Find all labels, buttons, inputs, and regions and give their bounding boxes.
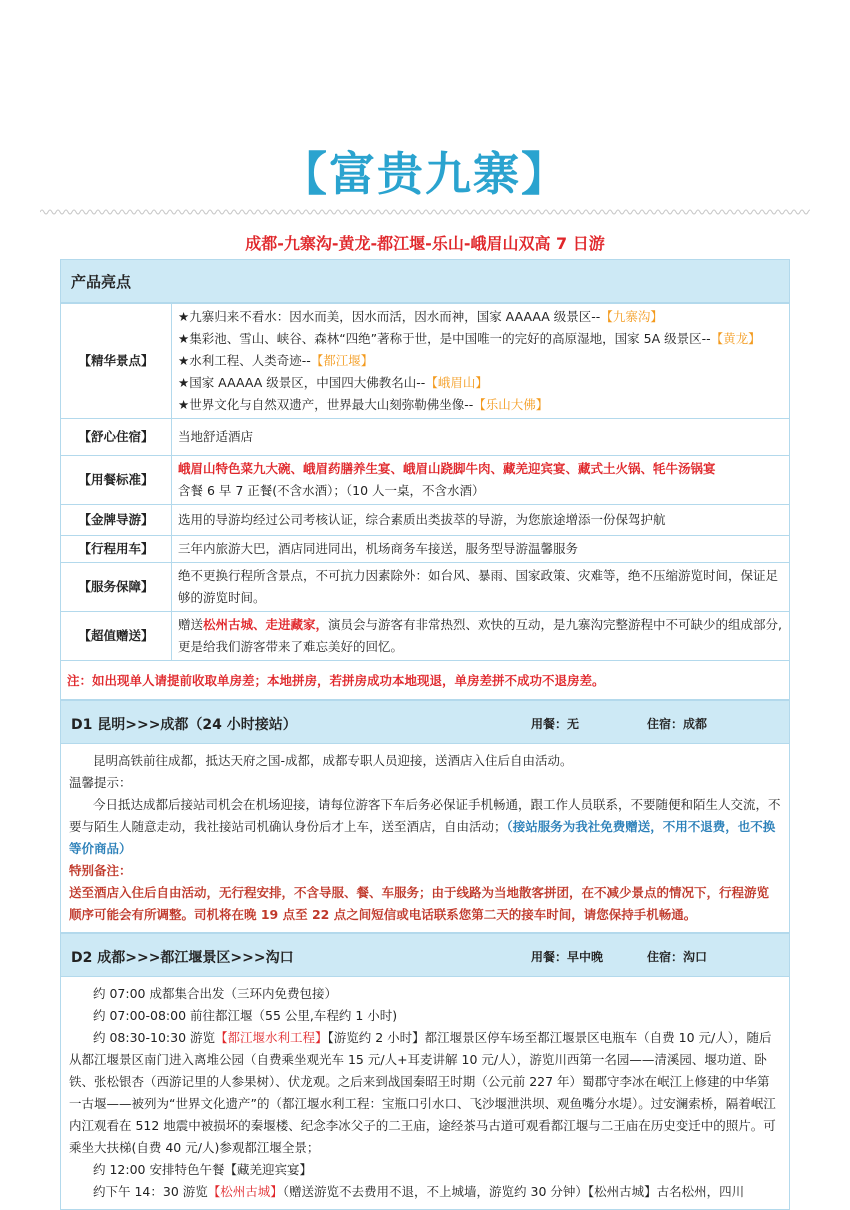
row-content: 选用的导游均经过公司考核认证，综合素质出类拔萃的导游，为您旅途增添一份保驾护航 xyxy=(172,505,790,536)
list-item: ★集彩池、雪山、峡谷、森林“四绝”著称于世，是中国唯一的完好的高原湿地，国家 5A 级景区--【黄龙】 xyxy=(178,331,761,346)
row-label: 【行程用车】 xyxy=(61,536,172,563)
row-content xyxy=(172,456,790,505)
meal-info: 用餐：早中晚 xyxy=(531,950,604,964)
special-note: 送至酒店入住后自由活动，无行程安排，不含导服、餐、车服务；由于线路为当地散客拼团，在不减少景点的情况下，行程游览顺序可能会有所调整。司机将在晚 19 点至 22 点之间短信或电话联系您第二天的接车时间，请您保持手机畅通。 xyxy=(69,885,770,922)
table-row xyxy=(61,505,790,536)
special-label: 特别备注： xyxy=(69,863,132,878)
row-label: 【舒心住宿】 xyxy=(61,419,172,456)
row-label: 【服务保障】 xyxy=(61,563,172,612)
table-row xyxy=(61,536,790,563)
table-row xyxy=(61,563,790,612)
highlights-header: 产品亮点 xyxy=(60,259,790,303)
row-label: 【金牌导游】 xyxy=(61,505,172,536)
meal-info: 用餐：无 xyxy=(531,717,580,731)
schedule-line: 约 07:00 成都集合出发（三环内免费包接） xyxy=(93,986,337,1001)
table-row xyxy=(61,304,790,419)
schedule-line: 约 08:30-10:30 游览【都江堰水利工程】【游览约 2 小时】都江堰景区停车场至都江堰景区电瓶车（自费 10 元/人），随后从都江堰景区南门进入离堆公园（自费乘坐观光车 15 元/人+耳麦讲解 10 元/人），游览川西第一名园——清溪园、堰功道、卧铁、张松银杏（西游记里的人参果树）、伏龙观。之后来到战国秦昭王时期（公元前 227 年）蜀郡守李冰在岷江上修建的中华第一古堰——被列为“世界文化遗产”的（都江堰水利工程：宝瓶口引水口、飞沙堰泄洪坝、观鱼嘴分水堤）。过安澜索桥，隔着岷江内江观看在 512 地震中被损坏的秦堰楼、纪念李冰父子的二王庙，途经茶马古道可观看都江堰与二王庙在历史变迁中的照片。可乘坐大扶梯(自费 40 元/人)参观都江堰全景； xyxy=(69,1030,776,1155)
meal-detail: 含餐 6 早 7 正餐(不含水酒）；（10 人一桌，不含水酒） xyxy=(178,483,485,498)
hotel-info: 住宿：沟口 xyxy=(647,950,708,964)
day-2-body xyxy=(60,977,790,1210)
single-room-note: 注：如出现单人请提前收取单房差；本地拼房，若拼房成功本地现退，单房差拼不成功不退房差。 xyxy=(60,661,790,700)
tip-paragraph: 今日抵达成都后接站司机会在机场迎接，请每位游客下车后务必保证手机畅通，跟工作人员联系，不要随便和陌生人交流，不要与陌生人随意走动，我社接站司机确认身份后才上车，送至酒店，自由活动；（接站服务为我社免费赠送，不用不退费，也不换等价商品） xyxy=(69,797,781,856)
row-content: 三年内旅游大巴，酒店同进同出，机场商务车接送，服务型导游温馨服务 xyxy=(172,536,790,563)
day-2-header xyxy=(60,933,790,977)
schedule-line: 约 07:00-08:00 前往都江堰（55 公里,车程约 1 小时) xyxy=(93,1008,398,1023)
content xyxy=(60,259,790,1210)
row-content xyxy=(172,304,790,419)
row-content: 赠送松州古城、走进藏家，演员会与游客有非常热烈、欢快的互动，是九寨沟完整游程中不可缺少的组成部分,更是给我们游客带来了难忘美好的回忆。 xyxy=(172,612,790,661)
row-content: 当地舒适酒店 xyxy=(172,419,790,456)
row-content: 绝不更换行程所含景点，不可抗力因素除外：如台风、暴雨、国家政策、灾难等，绝不压缩游览时间，保证足够的游览时间。 xyxy=(172,563,790,612)
tip-label: 温馨提示： xyxy=(69,775,132,790)
table-row xyxy=(61,456,790,505)
table-row xyxy=(61,419,790,456)
list-item: ★世界文化与自然双遗产，世界最大山刻弥勒佛坐像--【乐山大佛】 xyxy=(178,397,549,412)
table-row xyxy=(61,612,790,661)
schedule-line: 约下午 14：30 游览【松州古城】（赠送游览不去费用不退，不上城墙，游览约 30 分钟）【松州古城】古名松州，四川 xyxy=(93,1184,745,1199)
tour-subtitle: 成都-九寨沟-黄龙-都江堰-乐山-峨眉山双高 7 日游 xyxy=(245,234,605,253)
day-paragraph: 昆明高铁前往成都，抵达天府之国-成都，成都专职人员迎接，送酒店入住后自由活动。 xyxy=(93,753,573,768)
highlights-table xyxy=(60,303,790,661)
page-title: 【富贵九寨】 xyxy=(281,147,569,201)
row-label: 【精华景点】 xyxy=(61,304,172,419)
list-item: ★水利工程、人类奇迹--【都江堰】 xyxy=(178,353,374,368)
wavy-divider xyxy=(40,208,810,216)
day-1-header xyxy=(60,700,790,744)
meal-highlight: 峨眉山特色菜九大碗、峨眉药膳养生宴、峨眉山跷脚牛肉、藏羌迎宾宴、藏式土火锅、牦牛汤锅宴 xyxy=(178,461,716,476)
day-title: D1 昆明>>>成都（24 小时接站） xyxy=(71,717,297,733)
list-item: ★九寨归来不看水：因水而美，因水而活，因水而神，国家 AAAAA 级景区--【九寨沟】 xyxy=(178,309,663,324)
day-1-body xyxy=(60,744,790,933)
schedule-line: 约 12:00 安排特色午餐【藏羌迎宾宴】 xyxy=(93,1162,312,1177)
day-title: D2 成都>>>都江堰景区>>>沟口 xyxy=(71,950,294,966)
list-item: ★国家 AAAAA 级景区，中国四大佛教名山--【峨眉山】 xyxy=(178,375,488,390)
row-label: 【超值赠送】 xyxy=(61,612,172,661)
row-label: 【用餐标准】 xyxy=(61,456,172,505)
hotel-info: 住宿：成都 xyxy=(647,717,708,731)
